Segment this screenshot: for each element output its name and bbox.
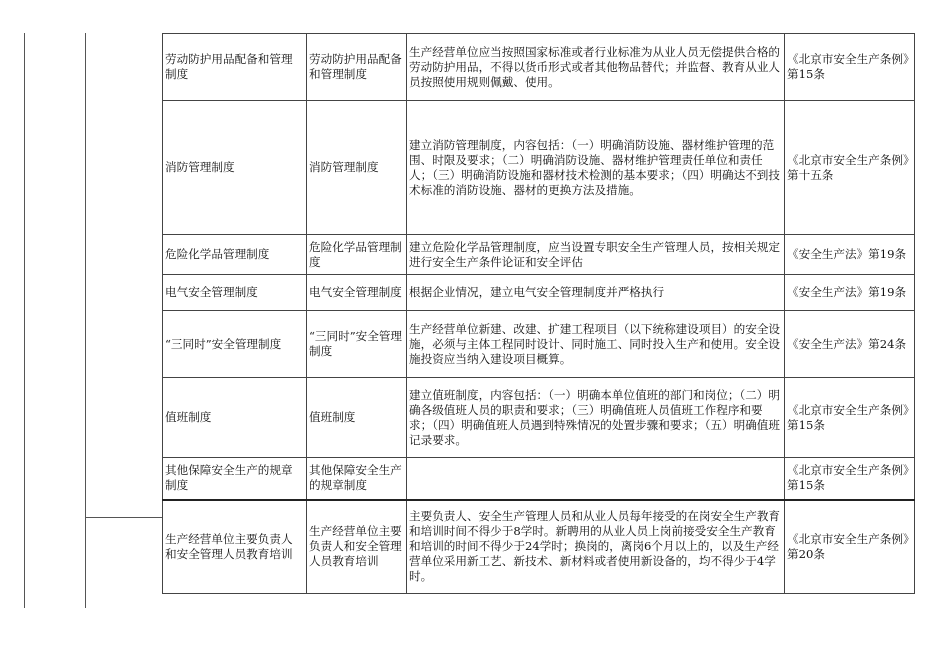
system-name-cell: “三同时”安全管理制度 bbox=[307, 311, 407, 378]
table-row bbox=[163, 311, 915, 378]
requirement-cell: 主要负责人、安全生产管理人员和从业人员每年接受的在岗安全生产教育和培训时间不得少于8学时。新聘用的从业人员上岗前接受安全生产教育和培训的时间不得少于24学时；换岗的，离岗6个月以上的，以及生产经营单位采用新工艺、新技术、新材料或者使用新设备的，均不得少于4学时。 bbox=[407, 500, 785, 594]
item-cell: 其他保障安全生产的规章制度 bbox=[163, 458, 307, 500]
requirement-cell: 根据企业情况，建立电气安全管理制度并严格执行 bbox=[407, 275, 785, 311]
item-cell: 消防管理制度 bbox=[163, 101, 307, 235]
legal-basis-cell: 《安全生产法》第24条 bbox=[785, 311, 915, 378]
legal-basis-cell: 《北京市安全生产条例》第十五条 bbox=[785, 101, 915, 235]
requirement-cell: 生产经营单位应当按照国家标准或者行业标准为从业人员无偿提供合格的劳动防护用品，不得以货币形式或者其他物品替代；并监督、教育从业人员按照使用规则佩戴、使用。 bbox=[407, 34, 785, 101]
table-row bbox=[163, 500, 915, 594]
table-row bbox=[163, 275, 915, 311]
section-divider bbox=[85, 517, 162, 518]
requirement-cell: 建立消防管理制度，内容包括：（一）明确消防设施、器材维护管理的范围、时限及要求；（二）明确消防设施、器材维护管理责任单位和责任人；（三）明确消防设施和器材技术检测的基本要求；（四）明确达不到技术标准的消防设施、器材的更换方法及措施。 bbox=[407, 101, 785, 235]
system-name-cell: 生产经营单位主要负责人和安全管理人员教育培训 bbox=[307, 500, 407, 594]
item-cell: 危险化学品管理制度 bbox=[163, 235, 307, 275]
requirement-cell: 建立值班制度，内容包括：（一）明确本单位值班的部门和岗位；（二）明确各级值班人员的职责和要求；（三）明确值班人员值班工作程序和要求；（四）明确值班人员遇到特殊情况的处置步骤和要求；（五）明确值班记录要求。 bbox=[407, 378, 785, 458]
table-row bbox=[163, 235, 915, 275]
item-cell: 值班制度 bbox=[163, 378, 307, 458]
system-name-cell: 劳动防护用品配备和管理制度 bbox=[307, 34, 407, 101]
requirement-cell: 生产经营单位新建、改建、扩建工程项目（以下统称建设项目）的安全设施，必须与主体工程同时设计、同时施工、同时投入生产和使用。安全设施投资应当纳入建设项目概算。 bbox=[407, 311, 785, 378]
table-row bbox=[163, 378, 915, 458]
item-cell: 电气安全管理制度 bbox=[163, 275, 307, 311]
legal-basis-cell: 《安全生产法》第19条 bbox=[785, 235, 915, 275]
system-name-cell: 危险化学品管理制度 bbox=[307, 235, 407, 275]
regulation-table bbox=[162, 33, 915, 594]
table-row bbox=[163, 101, 915, 235]
requirement-cell: 建立危险化学品管理制度，应当设置专职安全生产管理人员，按相关规定进行安全生产条件论证和安全评估 bbox=[407, 235, 785, 275]
item-cell: “三同时”安全管理制度 bbox=[163, 311, 307, 378]
legal-basis-cell: 《北京市安全生产条例》第20条 bbox=[785, 500, 915, 594]
legal-basis-cell: 《北京市安全生产条例》第15条 bbox=[785, 34, 915, 101]
requirement-cell bbox=[407, 458, 785, 500]
item-cell: 劳动防护用品配备和管理制度 bbox=[163, 34, 307, 101]
table-row bbox=[163, 458, 915, 500]
legal-basis-cell: 《北京市安全生产条例》第15条 bbox=[785, 458, 915, 500]
legal-basis-cell: 《北京市安全生产条例》第15条 bbox=[785, 378, 915, 458]
legal-basis-cell: 《安全生产法》第19条 bbox=[785, 275, 915, 311]
outer-column-border-mid bbox=[85, 33, 86, 608]
outer-column-border-left bbox=[24, 33, 25, 608]
item-cell: 生产经营单位主要负责人和安全管理人员教育培训 bbox=[163, 500, 307, 594]
system-name-cell: 其他保障安全生产的规章制度 bbox=[307, 458, 407, 500]
system-name-cell: 消防管理制度 bbox=[307, 101, 407, 235]
system-name-cell: 值班制度 bbox=[307, 378, 407, 458]
table-row bbox=[163, 34, 915, 101]
system-name-cell: 电气安全管理制度 bbox=[307, 275, 407, 311]
